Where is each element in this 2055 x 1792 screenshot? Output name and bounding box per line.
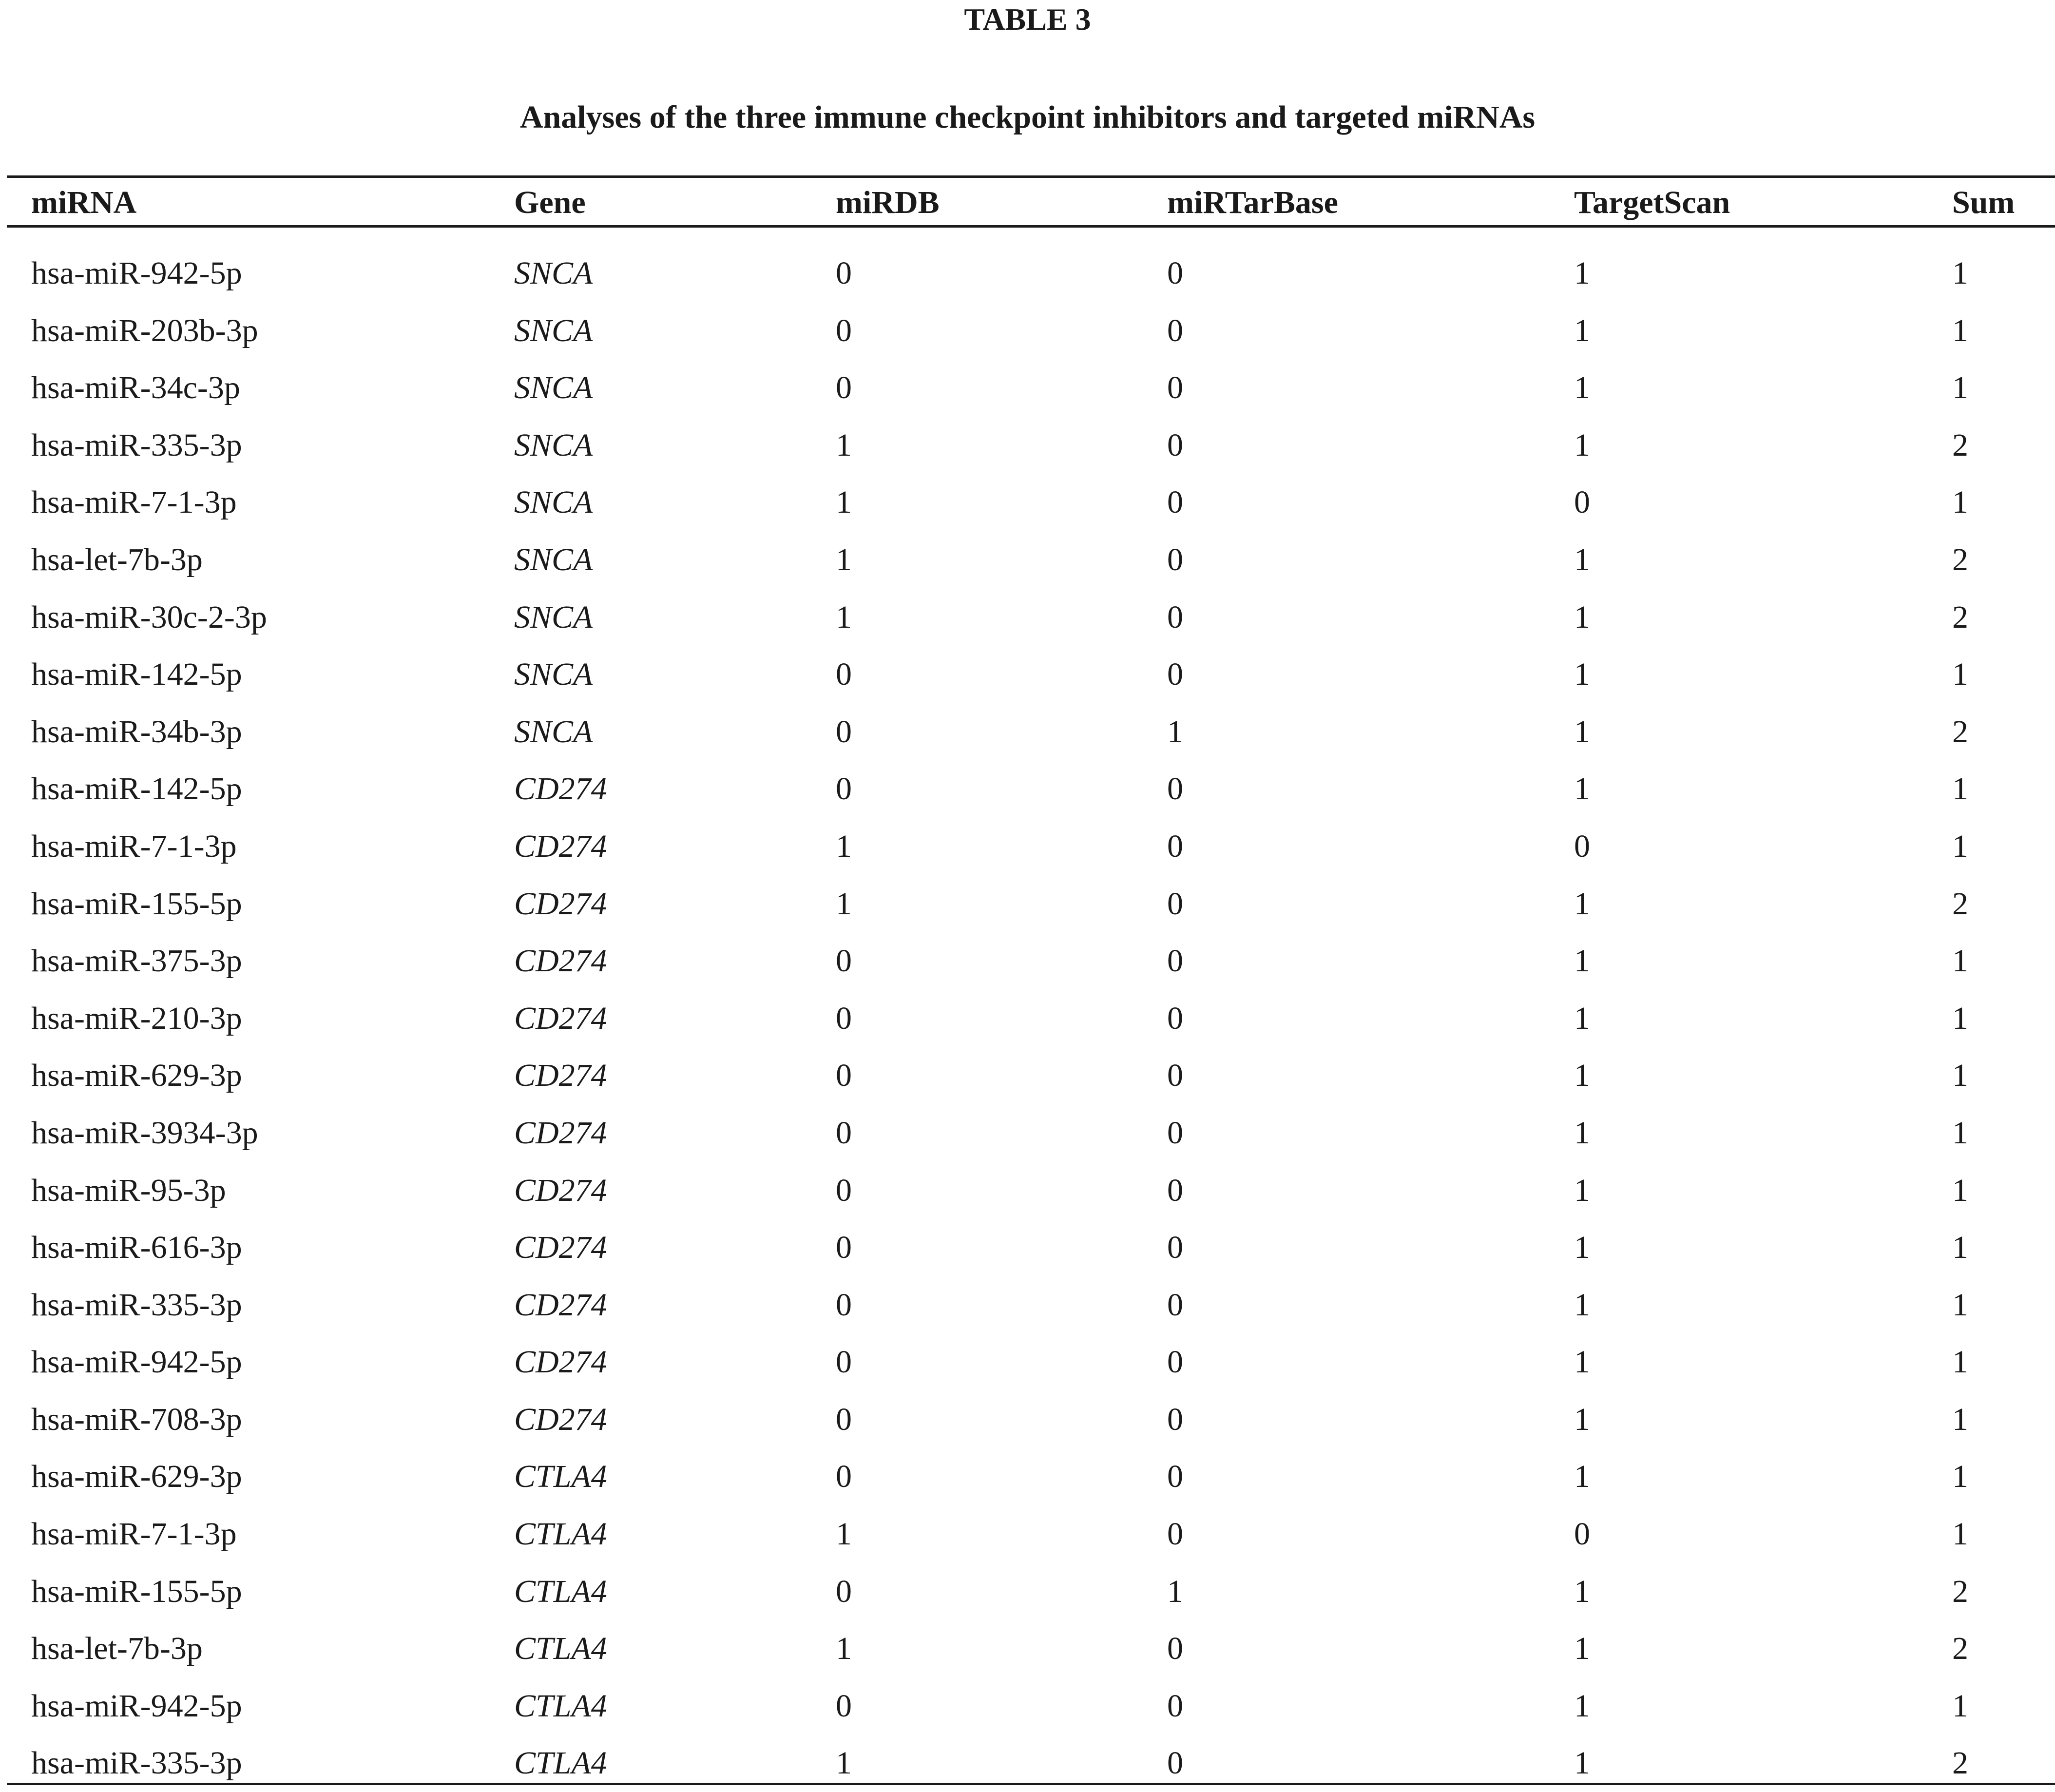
cell-sum: 2 [1952, 1573, 1968, 1609]
cell-mirdb: 0 [836, 713, 852, 750]
cell-targetscan: 1 [1574, 1115, 1590, 1151]
cell-sum: 1 [1952, 771, 1968, 807]
cell-sum: 2 [1952, 1631, 1968, 1667]
cell-mirtarbase: 0 [1167, 427, 1183, 463]
cell-mirdb: 0 [836, 1115, 852, 1151]
cell-mirna: hsa-miR-335-3p [31, 1745, 242, 1781]
table-row [0, 417, 2055, 474]
cell-mirtarbase: 0 [1167, 1344, 1183, 1380]
table-row [0, 302, 2055, 360]
column-header-mirdb: miRDB [836, 185, 940, 220]
cell-sum: 2 [1952, 427, 1968, 463]
table-row [0, 474, 2055, 531]
cell-mirtarbase: 0 [1167, 886, 1183, 922]
cell-gene: SNCA [514, 312, 593, 348]
cell-targetscan: 1 [1574, 771, 1590, 807]
cell-sum: 1 [1952, 1230, 1968, 1266]
cell-mirtarbase: 0 [1167, 541, 1183, 578]
cell-mirdb: 0 [836, 1287, 852, 1323]
cell-sum: 1 [1952, 484, 1968, 520]
cell-gene: SNCA [514, 427, 593, 463]
cell-mirtarbase: 0 [1167, 484, 1183, 520]
cell-mirdb: 1 [836, 1631, 852, 1667]
cell-mirdb: 0 [836, 656, 852, 693]
cell-targetscan: 1 [1574, 1631, 1590, 1667]
cell-mirtarbase: 0 [1167, 1631, 1183, 1667]
cell-mirtarbase: 0 [1167, 1459, 1183, 1495]
cell-mirna: hsa-miR-616-3p [31, 1230, 242, 1266]
cell-sum: 1 [1952, 1172, 1968, 1208]
cell-sum: 2 [1952, 713, 1968, 750]
cell-mirtarbase: 0 [1167, 1000, 1183, 1036]
cell-mirtarbase: 0 [1167, 1516, 1183, 1552]
cell-targetscan: 1 [1574, 1344, 1590, 1380]
table-row [0, 1677, 2055, 1735]
cell-mirdb: 0 [836, 1058, 852, 1094]
cell-mirtarbase: 0 [1167, 255, 1183, 291]
cell-sum: 1 [1952, 943, 1968, 979]
cell-gene: SNCA [514, 255, 593, 291]
cell-gene: SNCA [514, 541, 593, 578]
cell-targetscan: 1 [1574, 1287, 1590, 1323]
cell-targetscan: 1 [1574, 1000, 1590, 1036]
cell-targetscan: 1 [1574, 312, 1590, 348]
cell-mirna: hsa-miR-95-3p [31, 1172, 226, 1208]
cell-gene: SNCA [514, 656, 593, 693]
cell-mirdb: 1 [836, 1745, 852, 1781]
cell-mirna: hsa-miR-7-1-3p [31, 1516, 237, 1552]
cell-mirtarbase: 0 [1167, 1745, 1183, 1781]
cell-gene: CD274 [514, 771, 607, 807]
cell-gene: SNCA [514, 599, 593, 635]
cell-mirtarbase: 1 [1167, 713, 1183, 750]
cell-sum: 1 [1952, 255, 1968, 291]
cell-gene: SNCA [514, 713, 593, 750]
cell-targetscan: 1 [1574, 1573, 1590, 1609]
cell-mirna: hsa-miR-203b-3p [31, 312, 258, 348]
cell-gene: CTLA4 [514, 1459, 607, 1495]
cell-gene: CTLA4 [514, 1745, 607, 1781]
cell-gene: CD274 [514, 1230, 607, 1266]
cell-mirdb: 0 [836, 312, 852, 348]
table-caption: Analyses of the three immune checkpoint inhibitors and targeted miRNAs [519, 99, 1536, 135]
cell-mirna: hsa-miR-629-3p [31, 1058, 242, 1094]
cell-gene: CD274 [514, 1115, 607, 1151]
cell-mirtarbase: 0 [1167, 312, 1183, 348]
top-rule [7, 175, 2055, 178]
table-row [0, 1391, 2055, 1448]
column-header-sum: Sum [1952, 185, 2015, 220]
cell-mirna: hsa-miR-708-3p [31, 1401, 242, 1437]
cell-mirdb: 0 [836, 1573, 852, 1609]
cell-mirdb: 1 [836, 828, 852, 864]
cell-mirna: hsa-miR-942-5p [31, 255, 242, 291]
cell-targetscan: 1 [1574, 1401, 1590, 1437]
table-row [0, 703, 2055, 761]
cell-mirdb: 1 [836, 541, 852, 578]
cell-targetscan: 1 [1574, 1745, 1590, 1781]
cell-mirna: hsa-miR-155-5p [31, 1573, 242, 1609]
cell-mirna: hsa-miR-3934-3p [31, 1115, 258, 1151]
cell-sum: 1 [1952, 1000, 1968, 1036]
cell-mirdb: 0 [836, 1401, 852, 1437]
cell-targetscan: 0 [1574, 828, 1590, 864]
table-row [0, 1563, 2055, 1620]
cell-gene: CD274 [514, 828, 607, 864]
table-row [0, 1104, 2055, 1162]
cell-mirtarbase: 0 [1167, 943, 1183, 979]
cell-mirdb: 0 [836, 1688, 852, 1724]
cell-mirna: hsa-miR-7-1-3p [31, 828, 237, 864]
cell-sum: 1 [1952, 1058, 1968, 1094]
cell-mirtarbase: 0 [1167, 828, 1183, 864]
cell-gene: CD274 [514, 1401, 607, 1437]
table-row [0, 646, 2055, 703]
cell-sum: 2 [1952, 541, 1968, 578]
cell-mirtarbase: 0 [1167, 1401, 1183, 1437]
table-row [0, 990, 2055, 1047]
table-row [0, 1505, 2055, 1563]
cell-sum: 1 [1952, 1287, 1968, 1323]
cell-mirtarbase: 0 [1167, 771, 1183, 807]
cell-targetscan: 1 [1574, 427, 1590, 463]
cell-mirtarbase: 0 [1167, 1115, 1183, 1151]
table-row [0, 818, 2055, 875]
cell-mirdb: 0 [836, 1459, 852, 1495]
cell-gene: CTLA4 [514, 1573, 607, 1609]
cell-mirna: hsa-miR-335-3p [31, 427, 242, 463]
cell-targetscan: 0 [1574, 1516, 1590, 1552]
table-row [0, 359, 2055, 417]
cell-sum: 1 [1952, 1115, 1968, 1151]
cell-mirna: hsa-let-7b-3p [31, 541, 203, 578]
table-row [0, 1333, 2055, 1391]
cell-mirdb: 0 [836, 1344, 852, 1380]
cell-mirna: hsa-let-7b-3p [31, 1631, 203, 1667]
cell-mirtarbase: 0 [1167, 1287, 1183, 1323]
table-row [0, 1162, 2055, 1219]
cell-mirna: hsa-miR-155-5p [31, 886, 242, 922]
cell-mirna: hsa-miR-375-3p [31, 943, 242, 979]
cell-mirdb: 0 [836, 1000, 852, 1036]
cell-mirtarbase: 0 [1167, 599, 1183, 635]
column-header-targetscan: TargetScan [1574, 185, 1730, 220]
cell-targetscan: 1 [1574, 370, 1590, 406]
cell-gene: SNCA [514, 370, 593, 406]
table-row [0, 1219, 2055, 1276]
cell-sum: 1 [1952, 1459, 1968, 1495]
cell-mirna: hsa-miR-142-5p [31, 656, 242, 693]
cell-mirtarbase: 0 [1167, 1688, 1183, 1724]
table-row [0, 760, 2055, 818]
cell-targetscan: 1 [1574, 886, 1590, 922]
cell-targetscan: 1 [1574, 255, 1590, 291]
table-row [0, 932, 2055, 990]
cell-sum: 1 [1952, 1516, 1968, 1552]
cell-targetscan: 1 [1574, 1230, 1590, 1266]
cell-mirna: hsa-miR-34b-3p [31, 713, 242, 750]
table-row [0, 875, 2055, 933]
cell-mirtarbase: 0 [1167, 1172, 1183, 1208]
cell-mirtarbase: 0 [1167, 1058, 1183, 1094]
cell-sum: 1 [1952, 656, 1968, 693]
cell-gene: CD274 [514, 1172, 607, 1208]
cell-gene: CD274 [514, 1287, 607, 1323]
table-row [0, 589, 2055, 646]
cell-mirdb: 1 [836, 1516, 852, 1552]
cell-mirdb: 0 [836, 255, 852, 291]
cell-sum: 1 [1952, 1344, 1968, 1380]
cell-gene: CD274 [514, 886, 607, 922]
cell-sum: 1 [1952, 1688, 1968, 1724]
cell-gene: CTLA4 [514, 1631, 607, 1667]
cell-mirdb: 1 [836, 599, 852, 635]
cell-mirdb: 0 [836, 1230, 852, 1266]
cell-gene: CD274 [514, 943, 607, 979]
cell-mirtarbase: 0 [1167, 370, 1183, 406]
table-label: TABLE 3 [964, 2, 1091, 37]
column-header-mirtarbase: miRTarBase [1167, 185, 1338, 220]
cell-mirtarbase: 1 [1167, 1573, 1183, 1609]
cell-mirdb: 0 [836, 1172, 852, 1208]
cell-mirna: hsa-miR-335-3p [31, 1287, 242, 1323]
cell-gene: SNCA [514, 484, 593, 520]
cell-gene: CTLA4 [514, 1688, 607, 1724]
cell-targetscan: 0 [1574, 484, 1590, 520]
cell-mirna: hsa-miR-7-1-3p [31, 484, 237, 520]
cell-sum: 1 [1952, 312, 1968, 348]
cell-mirna: hsa-miR-942-5p [31, 1344, 242, 1380]
cell-mirtarbase: 0 [1167, 1230, 1183, 1266]
table-row [0, 245, 2055, 302]
column-header-gene: Gene [514, 185, 586, 220]
table-row [0, 1734, 2055, 1792]
cell-targetscan: 1 [1574, 656, 1590, 693]
cell-mirna: hsa-miR-30c-2-3p [31, 599, 267, 635]
cell-targetscan: 1 [1574, 943, 1590, 979]
table-row [0, 531, 2055, 589]
cell-gene: CD274 [514, 1058, 607, 1094]
table-row [0, 1047, 2055, 1104]
cell-sum: 2 [1952, 886, 1968, 922]
cell-mirna: hsa-miR-629-3p [31, 1459, 242, 1495]
cell-gene: CD274 [514, 1000, 607, 1036]
cell-mirdb: 0 [836, 943, 852, 979]
cell-gene: CD274 [514, 1344, 607, 1380]
table-row [0, 1620, 2055, 1677]
table-row [0, 1276, 2055, 1334]
cell-mirdb: 0 [836, 370, 852, 406]
cell-sum: 1 [1952, 1401, 1968, 1437]
cell-targetscan: 1 [1574, 541, 1590, 578]
cell-mirna: hsa-miR-210-3p [31, 1000, 242, 1036]
cell-mirdb: 1 [836, 484, 852, 520]
cell-targetscan: 1 [1574, 1172, 1590, 1208]
cell-sum: 2 [1952, 1745, 1968, 1781]
cell-targetscan: 1 [1574, 1058, 1590, 1094]
cell-sum: 2 [1952, 599, 1968, 635]
cell-mirdb: 1 [836, 427, 852, 463]
table-row [0, 1448, 2055, 1505]
column-header-mirna: miRNA [31, 185, 137, 220]
cell-gene: CTLA4 [514, 1516, 607, 1552]
cell-mirna: hsa-miR-142-5p [31, 771, 242, 807]
cell-targetscan: 1 [1574, 713, 1590, 750]
cell-targetscan: 1 [1574, 1459, 1590, 1495]
cell-targetscan: 1 [1574, 599, 1590, 635]
cell-mirtarbase: 0 [1167, 656, 1183, 693]
cell-targetscan: 1 [1574, 1688, 1590, 1724]
cell-mirna: hsa-miR-34c-3p [31, 370, 240, 406]
cell-mirna: hsa-miR-942-5p [31, 1688, 242, 1724]
cell-mirdb: 0 [836, 771, 852, 807]
cell-sum: 1 [1952, 828, 1968, 864]
cell-sum: 1 [1952, 370, 1968, 406]
cell-mirdb: 1 [836, 886, 852, 922]
header-row [0, 178, 2055, 227]
